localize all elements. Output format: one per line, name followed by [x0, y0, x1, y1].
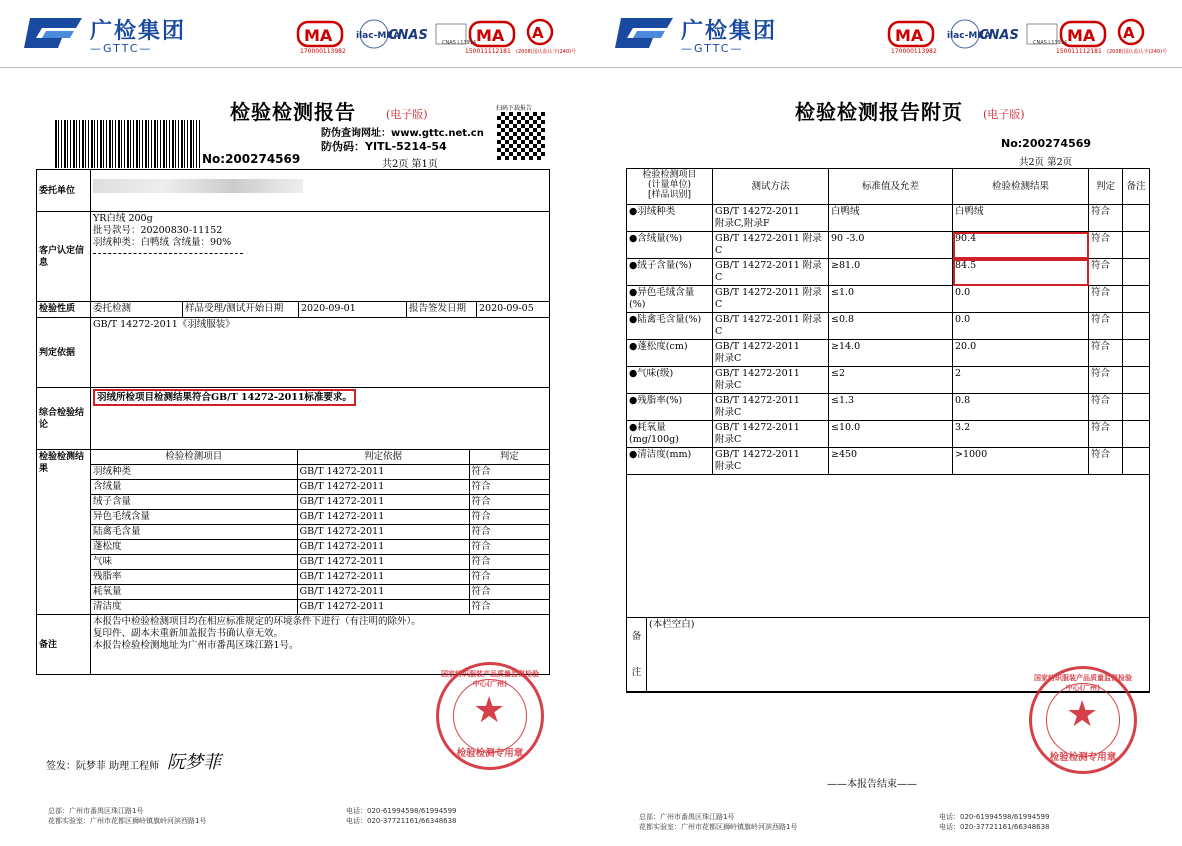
method-cell: GB/T 14272-2011 附录C — [713, 340, 829, 367]
verdict-cell: 符合 — [1089, 259, 1123, 286]
item-cell: 异色毛绒含量 — [91, 510, 297, 525]
note-cell — [1123, 205, 1150, 232]
basis-cell: GB/T 14272-2011 — [297, 540, 469, 555]
result-cell: 白鸭绒 — [953, 205, 1089, 232]
table-row — [627, 232, 1150, 259]
report-number: No:200274569 — [202, 152, 301, 166]
edition-label: (电子版) — [386, 108, 428, 121]
result-cell: 2 — [953, 367, 1089, 394]
col-header-basis: 判定依据 — [297, 450, 469, 465]
item-cell: 清洁度 — [91, 600, 297, 615]
remarks-value: (本栏空白) — [647, 618, 1150, 692]
brand-name: 广检集团 — [90, 19, 187, 44]
remarks-label: 备注 — [37, 615, 91, 675]
col-header-verdict: 判定 — [469, 450, 549, 465]
cma-number-1: 170000113982 — [300, 48, 346, 55]
table-row — [91, 510, 549, 525]
nature-label: 检验性质 — [37, 302, 91, 318]
item-cell: 陆禽毛含量 — [91, 525, 297, 540]
nature-value: 委托检测 — [91, 302, 183, 318]
verdict-cell: 符合 — [1089, 340, 1123, 367]
client-value — [91, 170, 550, 212]
report-end: ——本报告结束—— — [827, 779, 917, 790]
table-row — [627, 367, 1150, 394]
verdict-cell: 符合 — [469, 465, 549, 480]
note-cell — [1123, 313, 1150, 340]
start-date: 2020-09-01 — [299, 302, 407, 318]
item-cell: 耗氧量 — [91, 585, 297, 600]
cma-number-2: 150011112181 — [465, 48, 511, 55]
basis-cell: GB/T 14272-2011 — [297, 570, 469, 585]
result-cell: 90.4 — [953, 232, 1089, 259]
basis-cell: GB/T 14272-2011 — [297, 600, 469, 615]
item-cell: ●异色毛绒含量 (%) — [627, 286, 713, 313]
basis-cell: GB/T 14272-2011 — [297, 525, 469, 540]
report-main-table — [36, 169, 550, 675]
method-cell: GB/T 14272-2011 附录C — [713, 286, 829, 313]
svg-text:ilac-MRA: ilac-MRA — [356, 31, 401, 41]
verdict-cell: 符合 — [1089, 286, 1123, 313]
svg-text:A: A — [532, 24, 544, 42]
basis-label: 判定依据 — [37, 318, 91, 388]
table-row — [627, 205, 1150, 232]
edition-label: (电子版) — [983, 108, 1025, 121]
footer-address: 总部：广州市番禺区珠江路1号 花都实验室：广州市花都区狮岭镇旗岭河滨西路1号 — [639, 813, 798, 831]
standard-cell: ≤0.8 — [829, 313, 953, 340]
method-cell: GB/T 14272-2011 附录C — [713, 421, 829, 448]
svg-text:MA: MA — [304, 26, 333, 45]
brand-sub: —GTTC— — [90, 42, 153, 55]
table-row — [627, 421, 1150, 448]
verdict-cell: 符合 — [1089, 421, 1123, 448]
standard-cell: ≥450 — [829, 448, 953, 475]
table-row — [627, 448, 1150, 475]
note-cell — [1123, 232, 1150, 259]
note-cell — [1123, 340, 1150, 367]
gttc-logo-icon — [613, 14, 675, 52]
verdict-cell: 符合 — [1089, 394, 1123, 421]
item-cell: 羽绒种类 — [91, 465, 297, 480]
table-row — [627, 313, 1150, 340]
item-cell: 残脂率 — [91, 570, 297, 585]
official-stamp: ★ 国家纺织服装产品质量监督检验中心(广州) 检验检测专用章 — [1029, 666, 1137, 774]
page-header — [0, 0, 591, 68]
item-cell: 绒子含量 — [91, 495, 297, 510]
anti-fake-site: 防伪查询网址：www.gttc.net.cn — [321, 128, 484, 139]
standard-cell: ≥14.0 — [829, 340, 953, 367]
result-cell: 0.0 — [953, 286, 1089, 313]
anti-fake-code: 防伪码：YITL-5214-54 — [321, 140, 447, 153]
client-label: 委托单位 — [37, 170, 91, 212]
sample-info: YR白绒 200g 批号款号：20200830-11152 羽绒种类：白鸭绒 含绒量：90% — [91, 212, 550, 302]
item-cell: ●羽绒种类 — [627, 205, 713, 232]
svg-text:MA: MA — [895, 26, 924, 45]
method-cell: GB/T 14272-2011 附录C — [713, 367, 829, 394]
method-cell: GB/T 14272-2011 附录C,附录F — [713, 205, 829, 232]
star-icon: ★ — [1066, 694, 1099, 735]
table-row — [91, 585, 549, 600]
result-cell: 0.0 — [953, 313, 1089, 340]
svg-text:MA: MA — [1067, 26, 1096, 45]
issue-date: 2020-09-05 — [477, 302, 550, 318]
basis-cell: GB/T 14272-2011 — [297, 510, 469, 525]
svg-text:CNAS: CNAS — [979, 28, 1019, 43]
results-label: 检验检测结果 — [37, 450, 91, 615]
barcode — [55, 120, 200, 168]
item-cell: 蓬松度 — [91, 540, 297, 555]
brand-sub: —GTTC— — [681, 42, 744, 55]
conclusion-label: 综合检验结论 — [37, 388, 91, 450]
result-cell: 3.2 — [953, 421, 1089, 448]
note-cell — [1123, 286, 1150, 313]
col-header-note: 备注 — [1123, 169, 1150, 205]
table-row — [91, 540, 549, 555]
verdict-cell: 符合 — [469, 600, 549, 615]
table-row — [627, 394, 1150, 421]
result-cell: 0.8 — [953, 394, 1089, 421]
basis-cell: GB/T 14272-2011 — [297, 480, 469, 495]
method-cell: GB/T 14272-2011 附录C — [713, 232, 829, 259]
item-cell: ●耗氧量 (mg/100g) — [627, 421, 713, 448]
remarks-value: 本报告中检验检测项目均在相应标准规定的环境条件下进行（有注明的除外）。 复印件、副本未重新加盖报告书确认章无效。 本报告检验检测地址为广州市番禺区珠江路1号。 — [91, 615, 550, 675]
method-cell: GB/T 14272-2011 附录C — [713, 448, 829, 475]
basis-cell: GB/T 14272-2011 — [297, 555, 469, 570]
standard-cell: ≤1.3 — [829, 394, 953, 421]
svg-text:ilac-MRA: ilac-MRA — [947, 31, 992, 41]
col-header-result: 检验检测结果 — [953, 169, 1089, 205]
standard-cell: ≤10.0 — [829, 421, 953, 448]
signer: 签发：阮梦菲 助理工程师 — [46, 761, 160, 772]
col-header-method: 测试方法 — [713, 169, 829, 205]
basis-cell: GB/T 14272-2011 — [297, 585, 469, 600]
item-cell: ●含绒量(%) — [627, 232, 713, 259]
footer-address: 总部：广州市番禺区珠江路1号 花都实验室：广州市花都区狮岭镇旗岭河滨西路1号 — [48, 807, 207, 825]
report-title: 检验检测报告附页 — [795, 100, 963, 124]
method-cell: GB/T 14272-2011 附录C — [713, 313, 829, 340]
verdict-cell: 符合 — [469, 585, 549, 600]
issue-date-label: 报告签发日期 — [407, 302, 477, 318]
report-number: No:200274569 — [1001, 137, 1092, 150]
qr-label: 扫码下载报告 — [496, 105, 533, 112]
cal-text: (2008)国认监认字(240)号 — [1107, 49, 1168, 55]
table-row — [91, 465, 549, 480]
table-row — [627, 340, 1150, 367]
standard-cell: ≥81.0 — [829, 259, 953, 286]
footer-phone: 电话：020-61994598/61994599 电话：020-37721161/66348638 — [939, 813, 1050, 831]
note-cell — [1123, 259, 1150, 286]
note-cell — [1123, 367, 1150, 394]
cma-number-1: 170000113982 — [891, 48, 937, 55]
signature: 阮梦菲 — [167, 752, 221, 773]
cnas-code: CNAS L13914 — [1033, 40, 1068, 46]
verdict-cell: 符合 — [1089, 205, 1123, 232]
verdict-cell: 符合 — [469, 525, 549, 540]
gttc-logo-icon — [22, 14, 84, 52]
report-title: 检验检测报告 — [230, 100, 356, 124]
table-row — [91, 480, 549, 495]
item-cell: ●绒子含量(%) — [627, 259, 713, 286]
result-cell: >1000 — [953, 448, 1089, 475]
brand-name: 广检集团 — [681, 19, 778, 44]
verdict-cell: 符合 — [1089, 232, 1123, 259]
col-header-verdict: 判定 — [1089, 169, 1123, 205]
item-cell: 含绒量 — [91, 480, 297, 495]
table-row — [91, 525, 549, 540]
basis-cell: GB/T 14272-2011 — [297, 465, 469, 480]
col-header-item: 检验检测项目 — [91, 450, 297, 465]
note-cell — [1123, 421, 1150, 448]
svg-text:CNAS: CNAS — [388, 28, 428, 43]
note-cell — [1123, 394, 1150, 421]
col-header-item: 检验检测项目 (计量单位) [样品识别] — [627, 169, 713, 205]
page-info: 共2页 第2页 — [1019, 157, 1073, 168]
svg-text:A: A — [1123, 24, 1135, 42]
qr-code[interactable] — [497, 112, 545, 160]
basis-cell: GB/T 14272-2011 — [297, 495, 469, 510]
verdict-cell: 符合 — [469, 570, 549, 585]
item-cell: ●陆禽毛含量(%) — [627, 313, 713, 340]
method-cell: GB/T 14272-2011 附录C — [713, 259, 829, 286]
table-row — [627, 286, 1150, 313]
verdict-cell: 符合 — [1089, 367, 1123, 394]
standard-cell: ≤1.0 — [829, 286, 953, 313]
verdict-cell: 符合 — [469, 540, 549, 555]
table-row — [627, 259, 1150, 286]
table-row — [91, 570, 549, 585]
report-page-2 — [591, 0, 1182, 846]
official-stamp: ★ 国家纺织服装产品质量监督检验中心(广州) 检验检测专用章 — [436, 662, 544, 770]
item-cell: ●残脂率(%) — [627, 394, 713, 421]
method-cell: GB/T 14272-2011 附录C — [713, 394, 829, 421]
svg-text:MA: MA — [476, 26, 505, 45]
note-cell — [1123, 448, 1150, 475]
item-cell: ●清洁度(mm) — [627, 448, 713, 475]
conclusion-value: 羽绒所检项目检测结果符合GB/T 14272-2011标准要求。 — [91, 388, 550, 450]
standard-cell: 90 -3.0 — [829, 232, 953, 259]
table-row — [91, 495, 549, 510]
page-header — [591, 0, 1182, 68]
verdict-cell: 符合 — [469, 510, 549, 525]
result-cell: 20.0 — [953, 340, 1089, 367]
verdict-cell: 符合 — [469, 555, 549, 570]
item-cell: 气味 — [91, 555, 297, 570]
item-cell: ●蓬松度(cm) — [627, 340, 713, 367]
cal-text: (2008)国认监认字(240)号 — [516, 49, 577, 55]
basis-value: GB/T 14272-2011《羽绒服装》 — [91, 318, 550, 388]
page-info: 共2页 第1页 — [382, 159, 438, 170]
start-date-label: 样品受理/测试开始日期 — [183, 302, 299, 318]
standard-cell: 白鸭绒 — [829, 205, 953, 232]
table-row — [91, 555, 549, 570]
results-appendix-table — [626, 168, 1150, 693]
cnas-code: CNAS L13914 — [442, 40, 477, 46]
remarks-label: 备 注 — [627, 618, 647, 692]
results-table — [91, 450, 549, 614]
verdict-cell: 符合 — [469, 495, 549, 510]
result-cell: 84.5 — [953, 259, 1089, 286]
cma-number-2: 150011112181 — [1056, 48, 1102, 55]
footer-phone: 电话：020-61994598/61994599 电话：020-37721161/66348638 — [346, 807, 457, 825]
table-row — [91, 600, 549, 615]
verdict-cell: 符合 — [469, 480, 549, 495]
col-header-standard: 标准值及允差 — [829, 169, 953, 205]
verdict-cell: 符合 — [1089, 313, 1123, 340]
sample-label: 客户认定信息 — [37, 212, 91, 302]
item-cell: ●气味(级) — [627, 367, 713, 394]
standard-cell: ≤2 — [829, 367, 953, 394]
verdict-cell: 符合 — [1089, 448, 1123, 475]
star-icon: ★ — [473, 690, 506, 731]
